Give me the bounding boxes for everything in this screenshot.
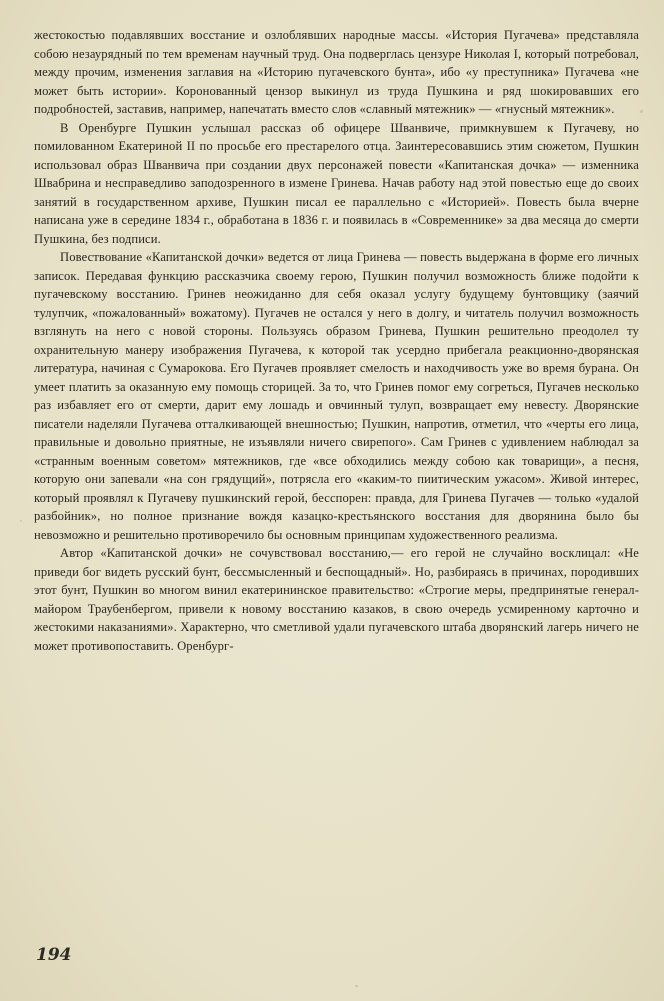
paragraph: Автор «Капитанской дочки» не сочувствовал восстанию,— его герой не случайно восклицал: «Не приведи бог видеть русский бунт, бессмысленный и беспощадный». Но, разбираясь в причинах, породивших этот бунт, Пушкин во многом винил екатерининское правительство: «Строгие меры, предпринятые генерал-майором Траубенбергом, привели к новому восстанию казаков, в свою очередь усмиренному карточно и жестокими наказаниями». Характерно, что сметливой удали пугачевского штаба дворянский лагерь ничего не может противопоставить. Оренбург-: [34, 546, 639, 653]
paper-speck: [355, 985, 358, 987]
paper-speck: [640, 110, 643, 113]
paragraph: Повествование «Капитанской дочки» ведется от лица Гринева — повесть выдержана в форме его личных записок. Передавая функцию рассказчика своему герою, Пушкин получил возможность ближе подойти к пугачевскому восстанию. Гринев неожиданно для себя оказал услугу будущему бунтовщику (заячий тулупчик, «пожалованный» вожатому). Пугачев не остался у него в долгу, и читатель получил возможность взглянуть на него с новой стороны. Пользуясь образом Гринева, Пушкин решительно преодолел ту охранительную манеру изображения Пугачева, к которой так усердно прибегала реакционно-дворянская литература, начиная с Сумарокова. Его Пугачев проявляет смелость и находчивость уже во время бурана. Он умеет платить за оказанную ему помощь сторицей. За то, что Гринев помог ему согреться, Пугачев несколько раз избавляет его от смерти, дарит ему лошадь и овчинный тулуп, возвращает ему невесту. Дворянские писатели наделяли Пугачева отталкивающей внешностью; Пушкин, напротив, отметил, что «черты его лица, правильные и довольно приятные, не изъявляли ничего свирепого». Сам Гринев с удивлением наблюдал за «странным военным советом» мятежников, где «все обходились между собою как товарищи», а песня, которую они запевали «на сон грядущий», потрясла его «каким-то пиитическим ужасом». Живой интерес, который проявлял к Пугачеву пушкинский герой, бесспорен: правда, для Гринева Пугачев — только «удалой разбойник», но полное признание вождя казацко-крестьянского восстания для дворянина было бы невозможно и решительно противоречило бы основным принципам художественного реализма.: [34, 250, 639, 542]
page-number: 194: [36, 945, 72, 965]
body-text: [34, 26, 639, 655]
paper-speck: [20, 520, 22, 522]
paragraph: жестокостью подавлявших восстание и озлоблявших народные массы. «История Пугачева» представляла собою незаурядный по тем временам научный труд. Она подверглась цензуре Николая I, который потребовал, между прочим, изменения заглавия на «Историю пугачевского бунта», ибо «у преступника» Пугачева «не может быть истории». Коронованный цензор выкинул из труда Пушкина и ряд шокировавших его подробностей, заставив, например, напечатать вместо слов «славный мятежник» — «гнусный мятежник».: [34, 28, 639, 116]
paragraph: В Оренбурге Пушкин услышал рассказ об офицере Шванвиче, примкнувшем к Пугачеву, но помилованном Екатериной II по просьбе его престарелого отца. Заинтересовавшись этим сюжетом, Пушкин использовал образ Шванвича при создании двух персонажей повести «Капитанская дочка» — изменника Швабрина и несправедливо заподозренного в измене Гринева. Начав работу над этой повестью еще до своих занятий в государственном архиве, Пушкин писал ее параллельно с «Историей». Повесть была вчерне написана уже в середине 1834 г., обработана в 1836 г. и появилась в «Современнике» за два месяца до смерти Пушкина, без подписи.: [34, 120, 639, 246]
